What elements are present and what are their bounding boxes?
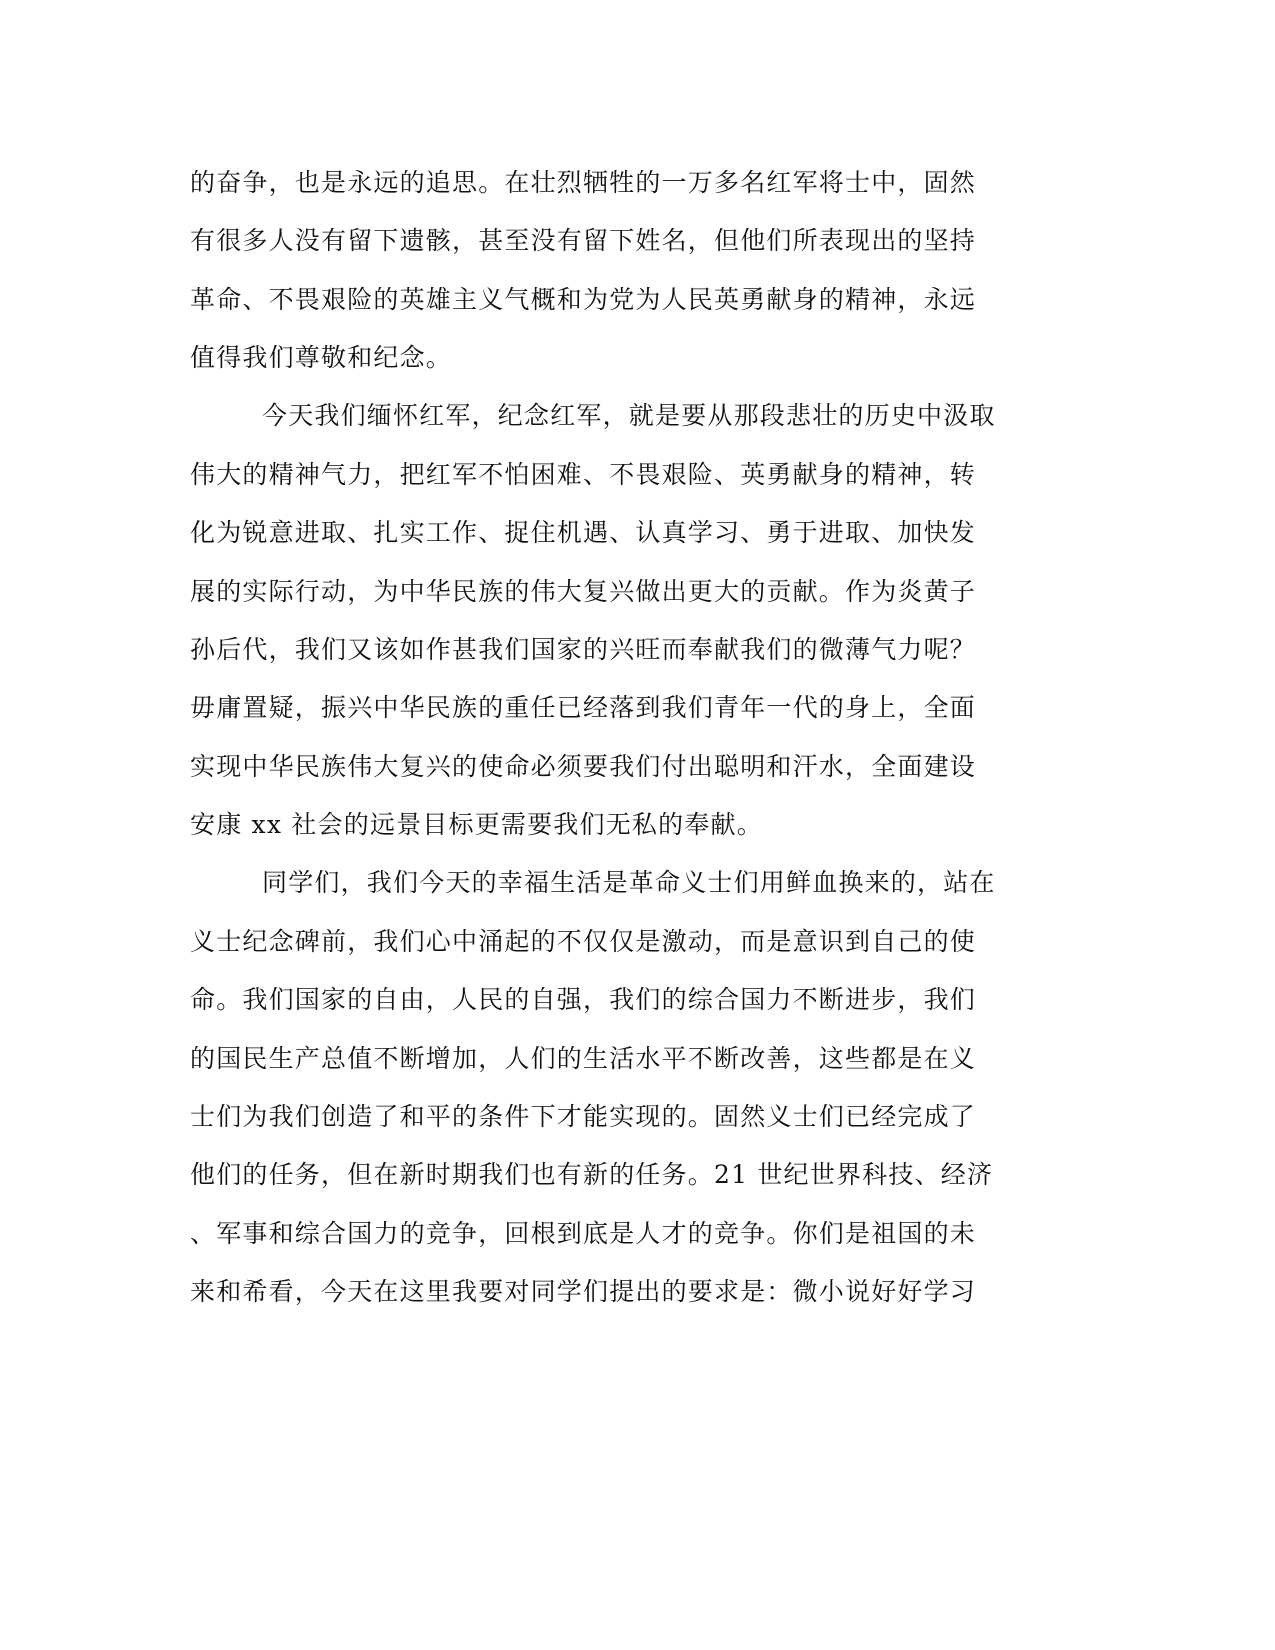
text-line: 义士纪念碑前，我们心中涌起的不仅仅是激动，而是意识到自己的使 bbox=[190, 927, 977, 956]
text-line: 革命、不畏艰险的英雄主义气概和为党为人民英勇献身的精神，永远 bbox=[190, 285, 977, 314]
text-line: 值得我们尊敬和纪念。 bbox=[190, 343, 453, 372]
text-line: 来和希看，今天在这里我要对同学们提出的要求是：微小说好好学习 bbox=[190, 1277, 977, 1306]
text-line: 有很多人没有留下遗骸，甚至没有留下姓名，但他们所表现出的坚持 bbox=[190, 226, 977, 255]
text-line: 的奋争，也是永远的追思。在壮烈牺牲的一万多名红军将士中，固然 bbox=[190, 168, 977, 197]
text-line: 毋庸置疑，振兴中华民族的重任已经落到我们青年一代的身上，全面 bbox=[190, 693, 977, 722]
text-line: 的国民生产总值不断增加，人们的生活水平不断改善，这些都是在义 bbox=[190, 1044, 977, 1073]
paragraph-first-line: 今天我们缅怀红军，纪念红军，就是要从那段悲壮的历史中汲取 bbox=[262, 401, 996, 430]
text-line: 士们为我们创造了和平的条件下才能实现的。固然义士们已经完成了 bbox=[190, 1102, 977, 1131]
text-line: 展的实际行动，为中华民族的伟大复兴做出更大的贡献。作为炎黄子 bbox=[190, 577, 977, 606]
text-line: 他们的任务，但在新时期我们也有新的任务。21 世纪世界科技、经济 bbox=[190, 1160, 994, 1189]
text-line: 安康 xx 社会的远景目标更需要我们无私的奉献。 bbox=[190, 810, 763, 839]
text-line: 伟大的精神气力，把红军不怕困难、不畏艰险、英勇献身的精神，转 bbox=[190, 460, 977, 489]
text-line: 、军事和综合国力的竞争，回根到底是人才的竞争。你们是祖国的未 bbox=[190, 1219, 977, 1248]
text-line: 化为锐意进取、扎实工作、捉住机遇、认真学习、勇于进取、加快发 bbox=[190, 518, 977, 547]
paragraph-first-line: 同学们，我们今天的幸福生活是革命义士们用鲜血换来的，站在 bbox=[262, 868, 996, 897]
text-line: 命。我们国家的自由，人民的自强，我们的综合国力不断进步，我们 bbox=[190, 985, 977, 1014]
text-line: 孙后代，我们又该如作甚我们国家的兴旺而奉献我们的微薄气力呢？ bbox=[190, 635, 977, 664]
text-line: 实现中华民族伟大复兴的使命必须要我们付出聪明和汗水，全面建设 bbox=[190, 752, 977, 781]
